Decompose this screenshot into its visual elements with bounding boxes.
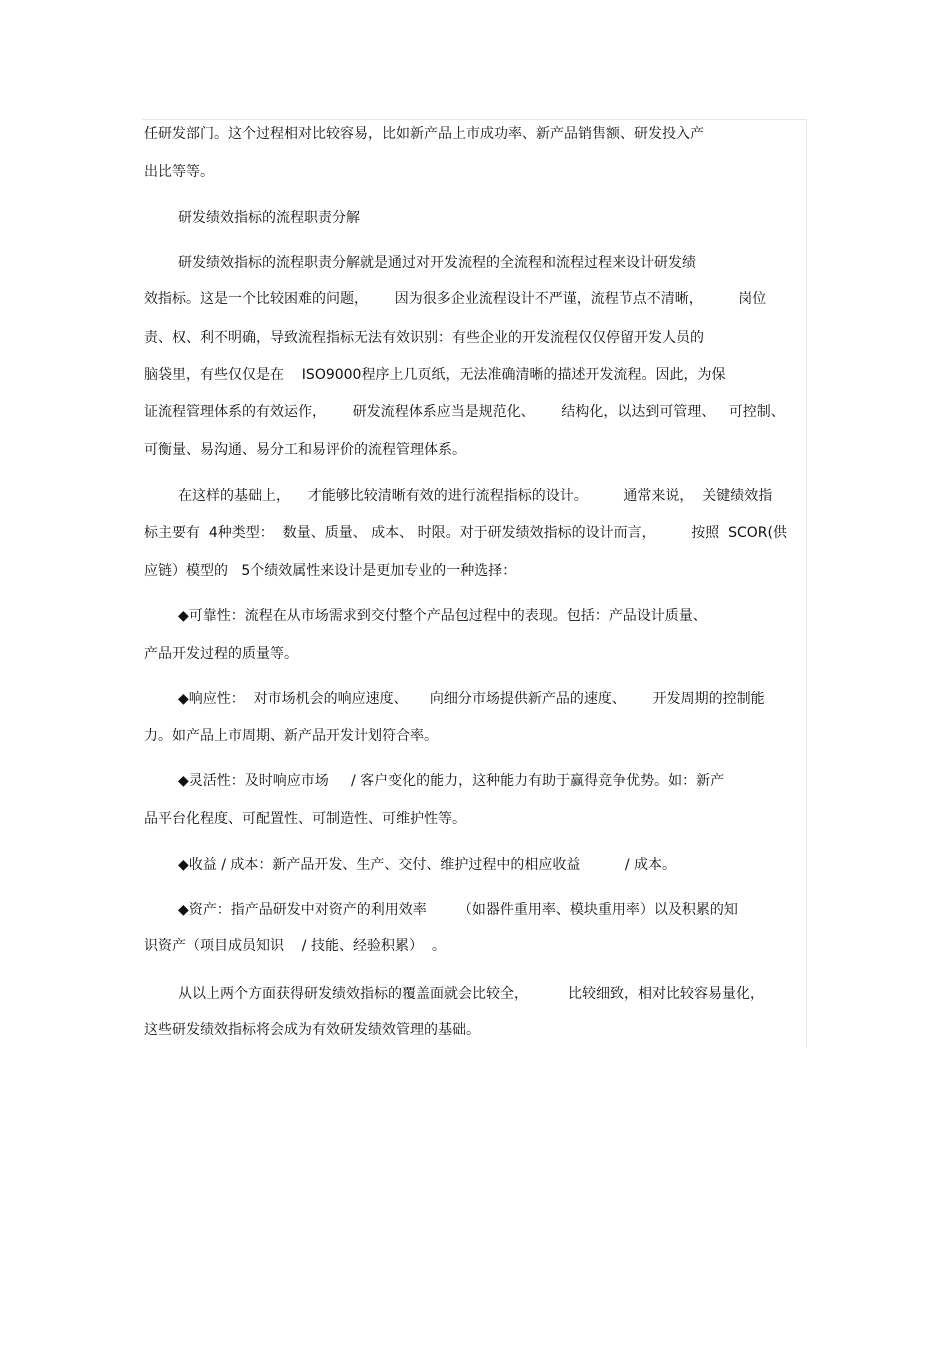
body-text-line: 应链）模型的 5个绩效属性来设计是更加专业的一种选择： bbox=[144, 563, 517, 579]
body-text-line: 力。如产品上市周期、新产品开发计划符合率。 bbox=[144, 728, 438, 744]
body-text-line: 标主要有 4种类型： 数量、质量、 成本、 时限。对于研发绩效指标的设计而言， 按照 SCOR(供 bbox=[144, 525, 787, 541]
body-text-line: 产品开发过程的质量等。 bbox=[144, 646, 298, 662]
bullet-item: ◆资产：指产品研发中对资产的利用效率 （如器件重用率、模块重用率）以及积累的知 bbox=[178, 902, 738, 918]
body-text-line: 脑袋里，有些仅仅是在 ISO9000程序上几页纸，无法准确清晰的描述开发流程。因此，为保 bbox=[144, 367, 726, 383]
body-text-line: 研发绩效指标的流程职责分解就是通过对开发流程的全流程和流程过程来设计研发绩 bbox=[178, 255, 696, 271]
bullet-item: ◆可靠性：流程在从市场需求到交付整个产品包过程中的表现。包括：产品设计质量、 bbox=[178, 608, 707, 624]
bullet-item: ◆收益 / 成本：新产品开发、生产、交付、维护过程中的相应收益 / 成本。 bbox=[178, 857, 677, 873]
body-text-line: 从以上两个方面获得研发绩效指标的覆盖面就会比较全， 比较细致，相对比较容易量化， bbox=[178, 986, 765, 1002]
body-text-line: 可衡量、易沟通、易分工和易评价的流程管理体系。 bbox=[144, 442, 466, 458]
body-text-line: 责、权、利不明确，导致流程指标无法有效识别：有些企业的开发流程仅仅停留开发人员的 bbox=[144, 330, 704, 346]
section-heading: 研发绩效指标的流程职责分解 bbox=[178, 210, 360, 226]
body-text-line: 任研发部门。这个过程相对比较容易，比如新产品上市成功率、新产品销售额、研发投入产 bbox=[144, 126, 704, 142]
bullet-item: ◆响应性： 对市场机会的响应速度、 向细分市场提供新产品的速度、 开发周期的控制能 bbox=[178, 691, 765, 707]
body-text-line: 在这样的基础上， 才能够比较清晰有效的进行流程指标的设计。 通常来说， 关键绩效指 bbox=[178, 488, 773, 504]
body-text-line: 效指标。这是一个比较困难的问题， 因为很多企业流程设计不严谨，流程节点不清晰， 岗位 bbox=[144, 291, 767, 307]
bullet-item: ◆灵活性：及时响应市场 / 客户变化的能力，这种能力有助于赢得竞争优势。如：新产 bbox=[178, 773, 725, 789]
body-text-line: 这些研发绩效指标将会成为有效研发绩效管理的基础。 bbox=[144, 1022, 480, 1038]
body-text-line: 证流程管理体系的有效运作， 研发流程体系应当是规范化、 结构化，以达到可管理、 可控制、 bbox=[144, 404, 785, 420]
body-text-line: 品平台化程度、可配置性、可制造性、可维护性等。 bbox=[144, 811, 466, 827]
body-text-line: 出比等等。 bbox=[144, 164, 214, 180]
body-text-line: 识资产（项目成员知识 / 技能、经验积累） 。 bbox=[144, 938, 446, 954]
